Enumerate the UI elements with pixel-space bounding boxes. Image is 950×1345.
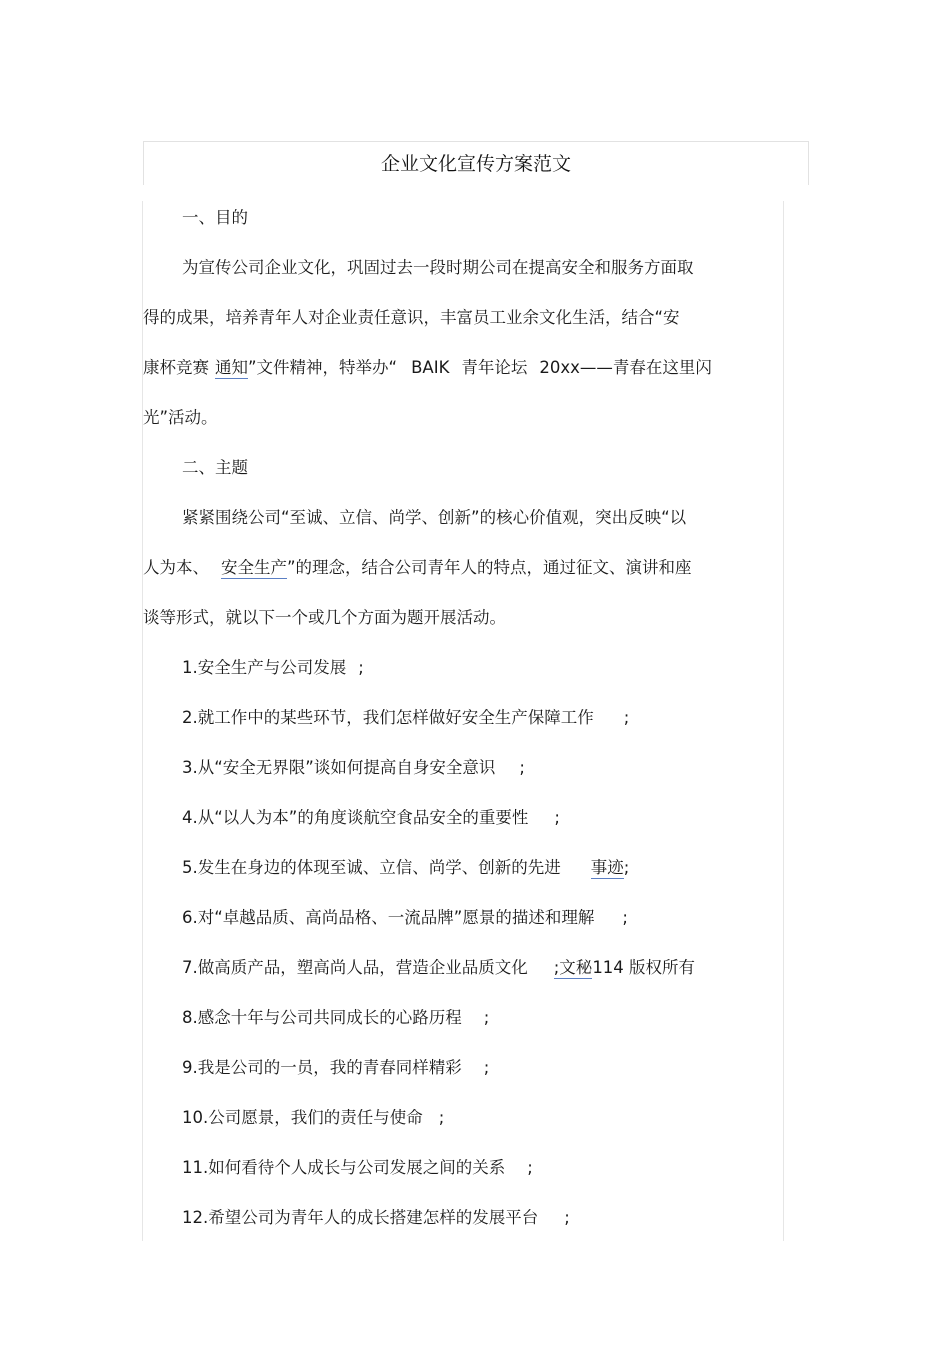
semicolon: ;: [483, 1008, 490, 1027]
list-item-text: 4.从“以人为本”的角度谈航空食品安全的重要性: [182, 808, 529, 827]
text-span: 青年论坛: [461, 358, 528, 377]
semicolon: ;: [483, 1058, 490, 1077]
text-span: ”的理念，结合公司青年人的特点，通过征文、演讲和座: [287, 558, 692, 577]
list-item: [182, 807, 560, 829]
notice-link[interactable]: 通知: [215, 358, 248, 377]
copyright-text: 114 版权所有: [592, 958, 696, 977]
list-item-text: 8.感念十年与公司共同成长的心路历程: [182, 1008, 462, 1027]
title-box: [143, 141, 809, 185]
list-item-text: 12.希望公司为青年人的成长搭建怎样的发展平台: [182, 1208, 539, 1227]
list-item-text: 5.发生在身边的体现至诚、立信、尚学、创新的先进: [182, 858, 561, 877]
list-item-text: 2.就工作中的某些环节，我们怎样做好安全生产保障工作: [182, 708, 594, 727]
paragraph-line: [143, 557, 692, 579]
list-item: [182, 907, 628, 929]
list-item: [182, 857, 629, 879]
list-item: [182, 757, 525, 779]
section-heading-theme: 二、主题: [182, 458, 248, 477]
list-item: [182, 1057, 489, 1079]
text-span: 人为本、: [143, 558, 209, 577]
list-item-text: 7.做高质产品，塑高尚人品，营造企业品质文化: [182, 958, 528, 977]
paragraph-line: 光”活动。: [143, 408, 218, 427]
text-span: 康杯竞赛: [143, 358, 209, 377]
text-span: 20xx——青春在这里闪: [539, 358, 712, 377]
paragraph-line: 谈等形式，就以下一个或几个方面为题开展活动。: [143, 608, 506, 627]
list-item-text: 11.如何看待个人成长与公司发展之间的关系: [182, 1158, 506, 1177]
text-span: ”文件精神，特举办“: [248, 358, 398, 377]
semicolon: ;: [623, 858, 630, 877]
list-item: [182, 1107, 444, 1129]
semicolon: ;: [519, 758, 525, 777]
list-item: [182, 957, 695, 979]
semicolon: ;: [554, 808, 560, 827]
list-item-text: 10.公司愿景，我们的责任与使命: [182, 1108, 423, 1127]
list-item-text: 9.我是公司的一员，我的青春同样精彩: [182, 1058, 462, 1077]
text-span: BAIK: [411, 358, 450, 377]
paragraph-line: 得的成果，培养青年人对企业责任意识，丰富员工业余文化生活，结合“安: [143, 308, 680, 327]
list-item: [182, 657, 364, 679]
list-item-text: 6.对“卓越品质、高尚品格、一流品牌”愿景的描述和理解: [182, 908, 595, 927]
list-item: [182, 1157, 533, 1179]
semicolon: ;: [358, 658, 364, 677]
list-item: [182, 1207, 570, 1229]
section-heading-purpose: 一、目的: [182, 208, 248, 227]
list-item: [182, 1007, 489, 1029]
document-title: 企业文化宣传方案范文: [380, 153, 571, 175]
deeds-link[interactable]: 事迹: [590, 858, 624, 877]
semicolon: ;: [622, 908, 628, 927]
wenmi-link[interactable]: ;文秘: [553, 958, 593, 977]
paragraph-line: 紧紧围绕公司“至诚、立信、尚学、创新”的核心价值观，突出反映“以: [182, 508, 687, 527]
semicolon: ;: [564, 1208, 570, 1227]
list-item: [182, 707, 629, 729]
semicolon: ;: [527, 1158, 533, 1177]
list-item-text: 3.从“安全无界限”谈如何提高自身安全意识: [182, 758, 496, 777]
list-item-text: 1.安全生产与公司发展: [182, 658, 347, 677]
safety-production-link[interactable]: 安全生产: [221, 558, 287, 577]
paragraph-line: [143, 357, 712, 379]
paragraph-line: 为宣传公司企业文化，巩固过去一段时期公司在提高安全和服务方面取: [182, 258, 694, 277]
semicolon: ;: [438, 1108, 445, 1127]
semicolon: ;: [623, 708, 630, 727]
